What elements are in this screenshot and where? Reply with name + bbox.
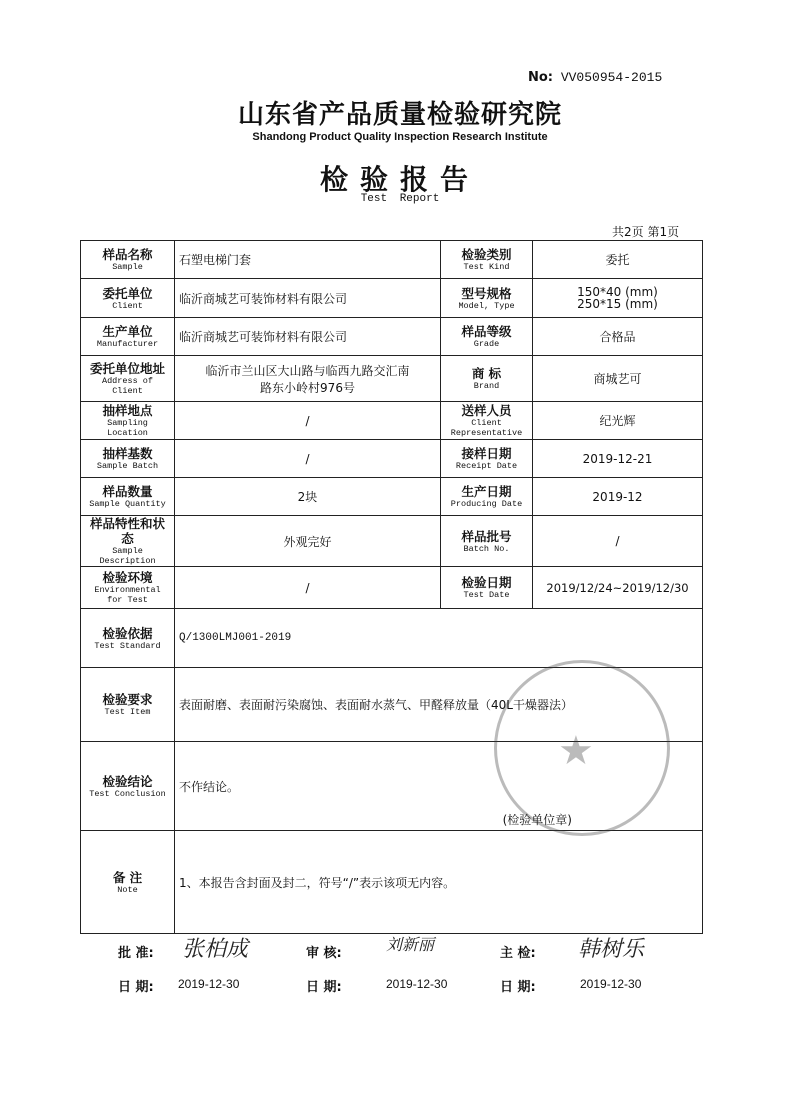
approve-signature: 张柏成 [182,937,249,962]
approve-label: 批 准: [118,946,154,961]
client-label: 委托单位 Client [81,279,175,318]
table-row [81,402,703,440]
sample-label: 样品名称 Sample [81,241,175,279]
report-number-value: VV050954-2015 [560,70,663,85]
table-row [81,279,703,318]
table-row [81,241,703,279]
test-standard-label: 检验依据 Test Standard [81,609,175,668]
note-label: 备 注 Note [81,831,175,934]
sample-quantity-label: 样品数量 Sample Quantity [81,478,175,516]
sampling-location-label: 抽样地点 Sampling Location [81,402,175,440]
table-row [81,567,703,609]
page-count: 共2页 第1页 [612,225,680,239]
table-row [81,609,703,668]
test-item-value: 表面耐磨、表面耐污染腐蚀、表面耐水蒸气、甲醛释放量（40L干燥器法） [175,668,703,742]
brand-value: 商城艺可 [533,356,703,402]
inspect-signature: 韩树乐 [578,937,645,962]
approve-date: 2019-12-30 [178,977,240,991]
test-date-value: 2019/12/24~2019/12/30 [533,567,703,609]
client-address-label: 委托单位地址 Address of Client [81,356,175,402]
client-address-line-1: 临沂市兰山区大山路与临西九路交汇南 [205,363,410,378]
sample-batch-value: / [175,440,441,478]
table-row [81,831,703,934]
sample-description-value: 外观完好 [175,516,441,567]
batch-no-label: 样品批号 Batch No. [441,516,533,567]
test-conclusion-text: 不作结论。 [179,779,240,794]
client-rep-value: 纪光辉 [533,402,703,440]
approve-date-label: 日 期: [118,980,154,995]
client-address-value [175,356,441,402]
table-row [81,440,703,478]
review-signature: 刘新丽 [386,935,435,954]
sample-description-label: 样品特性和状态 Sample Description [81,516,175,567]
institute-name-en: Shandong Product Quality Inspection Research Institute [252,131,548,143]
model-label: 型号规格 Model, Type [441,279,533,318]
batch-no-value: / [533,516,703,567]
brand-label: 商 标 Brand [441,356,533,402]
test-kind-value: 委托 [533,241,703,279]
producing-date-label: 生产日期 Producing Date [441,478,533,516]
client-value: 临沂商城艺可装饰材料有限公司 [175,279,441,318]
environmental-value: / [175,567,441,609]
sample-quantity-value: 2块 [175,478,441,516]
sampling-location-value: / [175,402,441,440]
table-row [81,318,703,356]
test-kind-label: 检验类别 Test Kind [441,241,533,279]
report-number-label: No: [528,70,554,85]
review-date: 2019-12-30 [386,977,448,991]
model-value [533,279,703,318]
test-date-label: 检验日期 Test Date [441,567,533,609]
institute-name-cn: 山东省产品质量检验研究院 [237,100,562,130]
manufacturer-value: 临沂商城艺可装饰材料有限公司 [175,318,441,356]
report-title-cn: 检验报告 [319,163,480,196]
producing-date-value: 2019-12 [533,478,703,516]
inspect-date-label: 日 期: [500,980,536,995]
client-rep-label: 送样人员 Client Representative [441,402,533,440]
review-date-label: 日 期: [306,980,342,995]
grade-label: 样品等级 Grade [441,318,533,356]
test-item-label: 检验要求 Test Item [81,668,175,742]
manufacturer-label: 生产单位 Manufacturer [81,318,175,356]
model-value-1: 150*40 (mm) [577,285,658,299]
client-address-line-2: 路东小岭村976号 [260,380,355,395]
sample-batch-label: 抽样基数 Sample Batch [81,440,175,478]
table-row [81,516,703,567]
stamp-star-icon: ★ [558,728,594,774]
review-label: 审 核: [306,946,342,961]
inspect-date: 2019-12-30 [580,977,642,991]
inspect-label: 主 检: [500,946,536,961]
stamp-label: (检验单位章) [502,813,572,827]
model-value-2: 250*15 (mm) [577,297,658,311]
sample-value: 石塑电梯门套 [175,241,441,279]
receipt-date-value: 2019-12-21 [533,440,703,478]
grade-value: 合格品 [533,318,703,356]
test-conclusion-label: 检验结论 Test Conclusion [81,742,175,831]
table-row [81,356,703,402]
receipt-date-label: 接样日期 Receipt Date [441,440,533,478]
note-value: 1、本报告含封面及封二，符号“/”表示该项无内容。 [175,831,703,934]
report-title-en: Test Report [360,193,440,205]
table-row [81,478,703,516]
environmental-label: 检验环境 Environmental for Test [81,567,175,609]
report-number [528,70,662,85]
test-standard-value: Q/1300LMJ001-2019 [175,609,703,668]
